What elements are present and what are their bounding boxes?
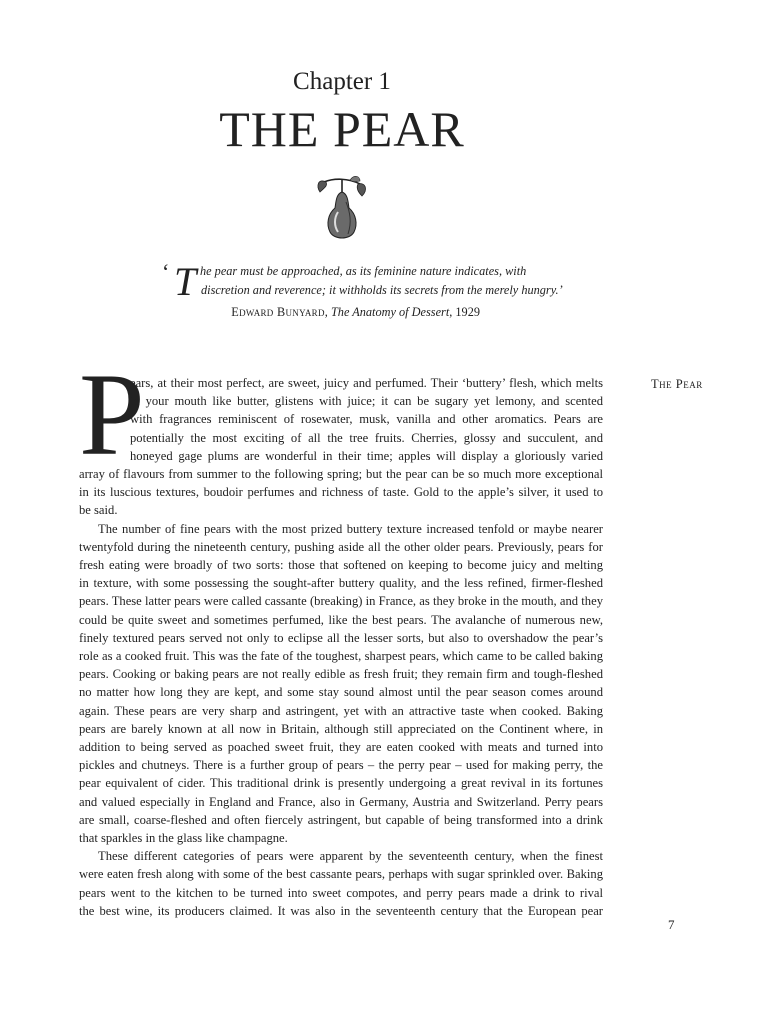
body-line: in texture, with some possessing the sought-after buttery quality, and the less refined, firmer-fleshed — [79, 576, 603, 591]
chapter-label: Chapter 1 — [293, 68, 391, 95]
body-line: finely textured pears served not only to eclipse all the lesser sorts, but also to overshadow the pear’s — [79, 630, 603, 645]
body-line: in your mouth like butter, glistens with juice; it can be sugary yet lemony, and scented — [130, 394, 603, 409]
body-line: pears went to the kitchen to be turned into sweet compotes, and perry pears made a drink to rival — [79, 885, 603, 900]
epigraph-initial: T — [174, 259, 197, 304]
body-line: These different categories of pears were apparent by the seventeenth century, when the finest — [98, 849, 603, 864]
chapter-title: THE PEAR — [219, 101, 465, 157]
body-line: array of flavours from summer to the following spring; but the pear can be so much more exceptional — [79, 467, 603, 482]
body-line: pear equivalent of cider. This traditional drink is presently undergoing a great revival in its fortunes — [79, 776, 603, 791]
body-line: pears are barely known at all now in Britain, although still appreciated on the Continent where, in — [79, 721, 603, 736]
epigraph-attribution — [160, 305, 530, 320]
body-text — [79, 374, 603, 920]
epigraph-work: The Anatomy of Dessert — [330, 305, 450, 319]
epigraph-line: he pear must be approached, as its feminine nature indicates, with — [200, 264, 527, 278]
body-line: potentially the most exciting of all the tree fruits. Cherries, glossy and succulent, and — [130, 430, 603, 445]
body-line: addition to being served as poached sweet fruit, they are eaten cooked with meats and turned into — [79, 740, 603, 755]
body-line: pears. Cooking or baking pears are not really edible as fresh fruit; they remain firm and tough-fleshed — [79, 667, 603, 682]
epigraph-open-quote: ‘ — [162, 259, 170, 284]
epigraph-year: , 1929 — [449, 305, 480, 319]
page-number: 7 — [668, 917, 675, 932]
body-line: no matter how long they are kept, and some stay sound almost until the pear season comes around — [79, 685, 603, 700]
epigraph — [160, 259, 563, 304]
body-line: pears. These latter pears were called cassante (breaking) in France, as they broke in the mouth, and they — [79, 594, 603, 609]
body-line: in its luscious textures, boudoir perfumes and richness of taste. Gold to the apple’s silver, it used to — [79, 485, 603, 500]
body-line: pickles and chutneys. There is a further group of pears – the perry pear – used for making perry, the — [79, 758, 603, 773]
body-line: were eaten fresh along with some of the best cassante pears, perhaps with sugar sprinkled over. Baking — [79, 867, 603, 882]
body-line: and valued especially in England and France, also in Germany, Austria and Switzerland. Perry pears — [79, 794, 603, 809]
body-line: fresh eating were broadly of two sorts: those that softened on keeping to become juicy and melting — [79, 558, 603, 573]
body-line: that sparkles in the glass like champagne. — [79, 831, 288, 846]
body-line: The number of fine pears with the most prized buttery texture increased tenfold or maybe nearer — [98, 521, 603, 536]
running-head: The Pear — [651, 377, 703, 391]
body-line: could be quite sweet and sometimes perfumed, like the best pears. The avalanche of numerous new, — [79, 612, 603, 627]
body-line: twentyfold during the nineteenth century, pushing aside all the other older pears. Previously, pears for — [79, 539, 603, 554]
body-line: be said. — [79, 503, 118, 518]
body-line: honeyed gage plums are wonderful in their time; apples will display a gloriously varied — [130, 448, 603, 463]
epigraph-author: Edward Bunyard — [231, 305, 325, 319]
body-line: the best wine, its producers claimed. It was also in the seventeenth century that the European pear — [79, 903, 603, 918]
epigraph-line: discretion and reverence; it withholds its secrets from the merely hungry.’ — [201, 283, 563, 297]
body-line: are small, coarse-fleshed and often fiercely astringent, but capable of being transformed into a drink — [79, 812, 603, 827]
epigraph-separator: , — [324, 305, 331, 319]
body-line: with fragrances reminiscent of rosewater, musk, vanilla and other aromatics. Pears are — [130, 412, 603, 427]
body-line: ears, at their most perfect, are sweet, juicy and perfumed. Their ‘buttery’ flesh, which melts — [130, 376, 603, 390]
pear-engraving-icon — [314, 172, 370, 244]
drop-cap: P — [79, 349, 145, 480]
body-line: again. These pears are very sharp and astringent, yet with an attractive taste when cooked. Baking — [79, 703, 603, 718]
body-line: role as a cooked fruit. This was the fate of the toughest, sharpest pears, which came to be called baking — [79, 649, 603, 664]
